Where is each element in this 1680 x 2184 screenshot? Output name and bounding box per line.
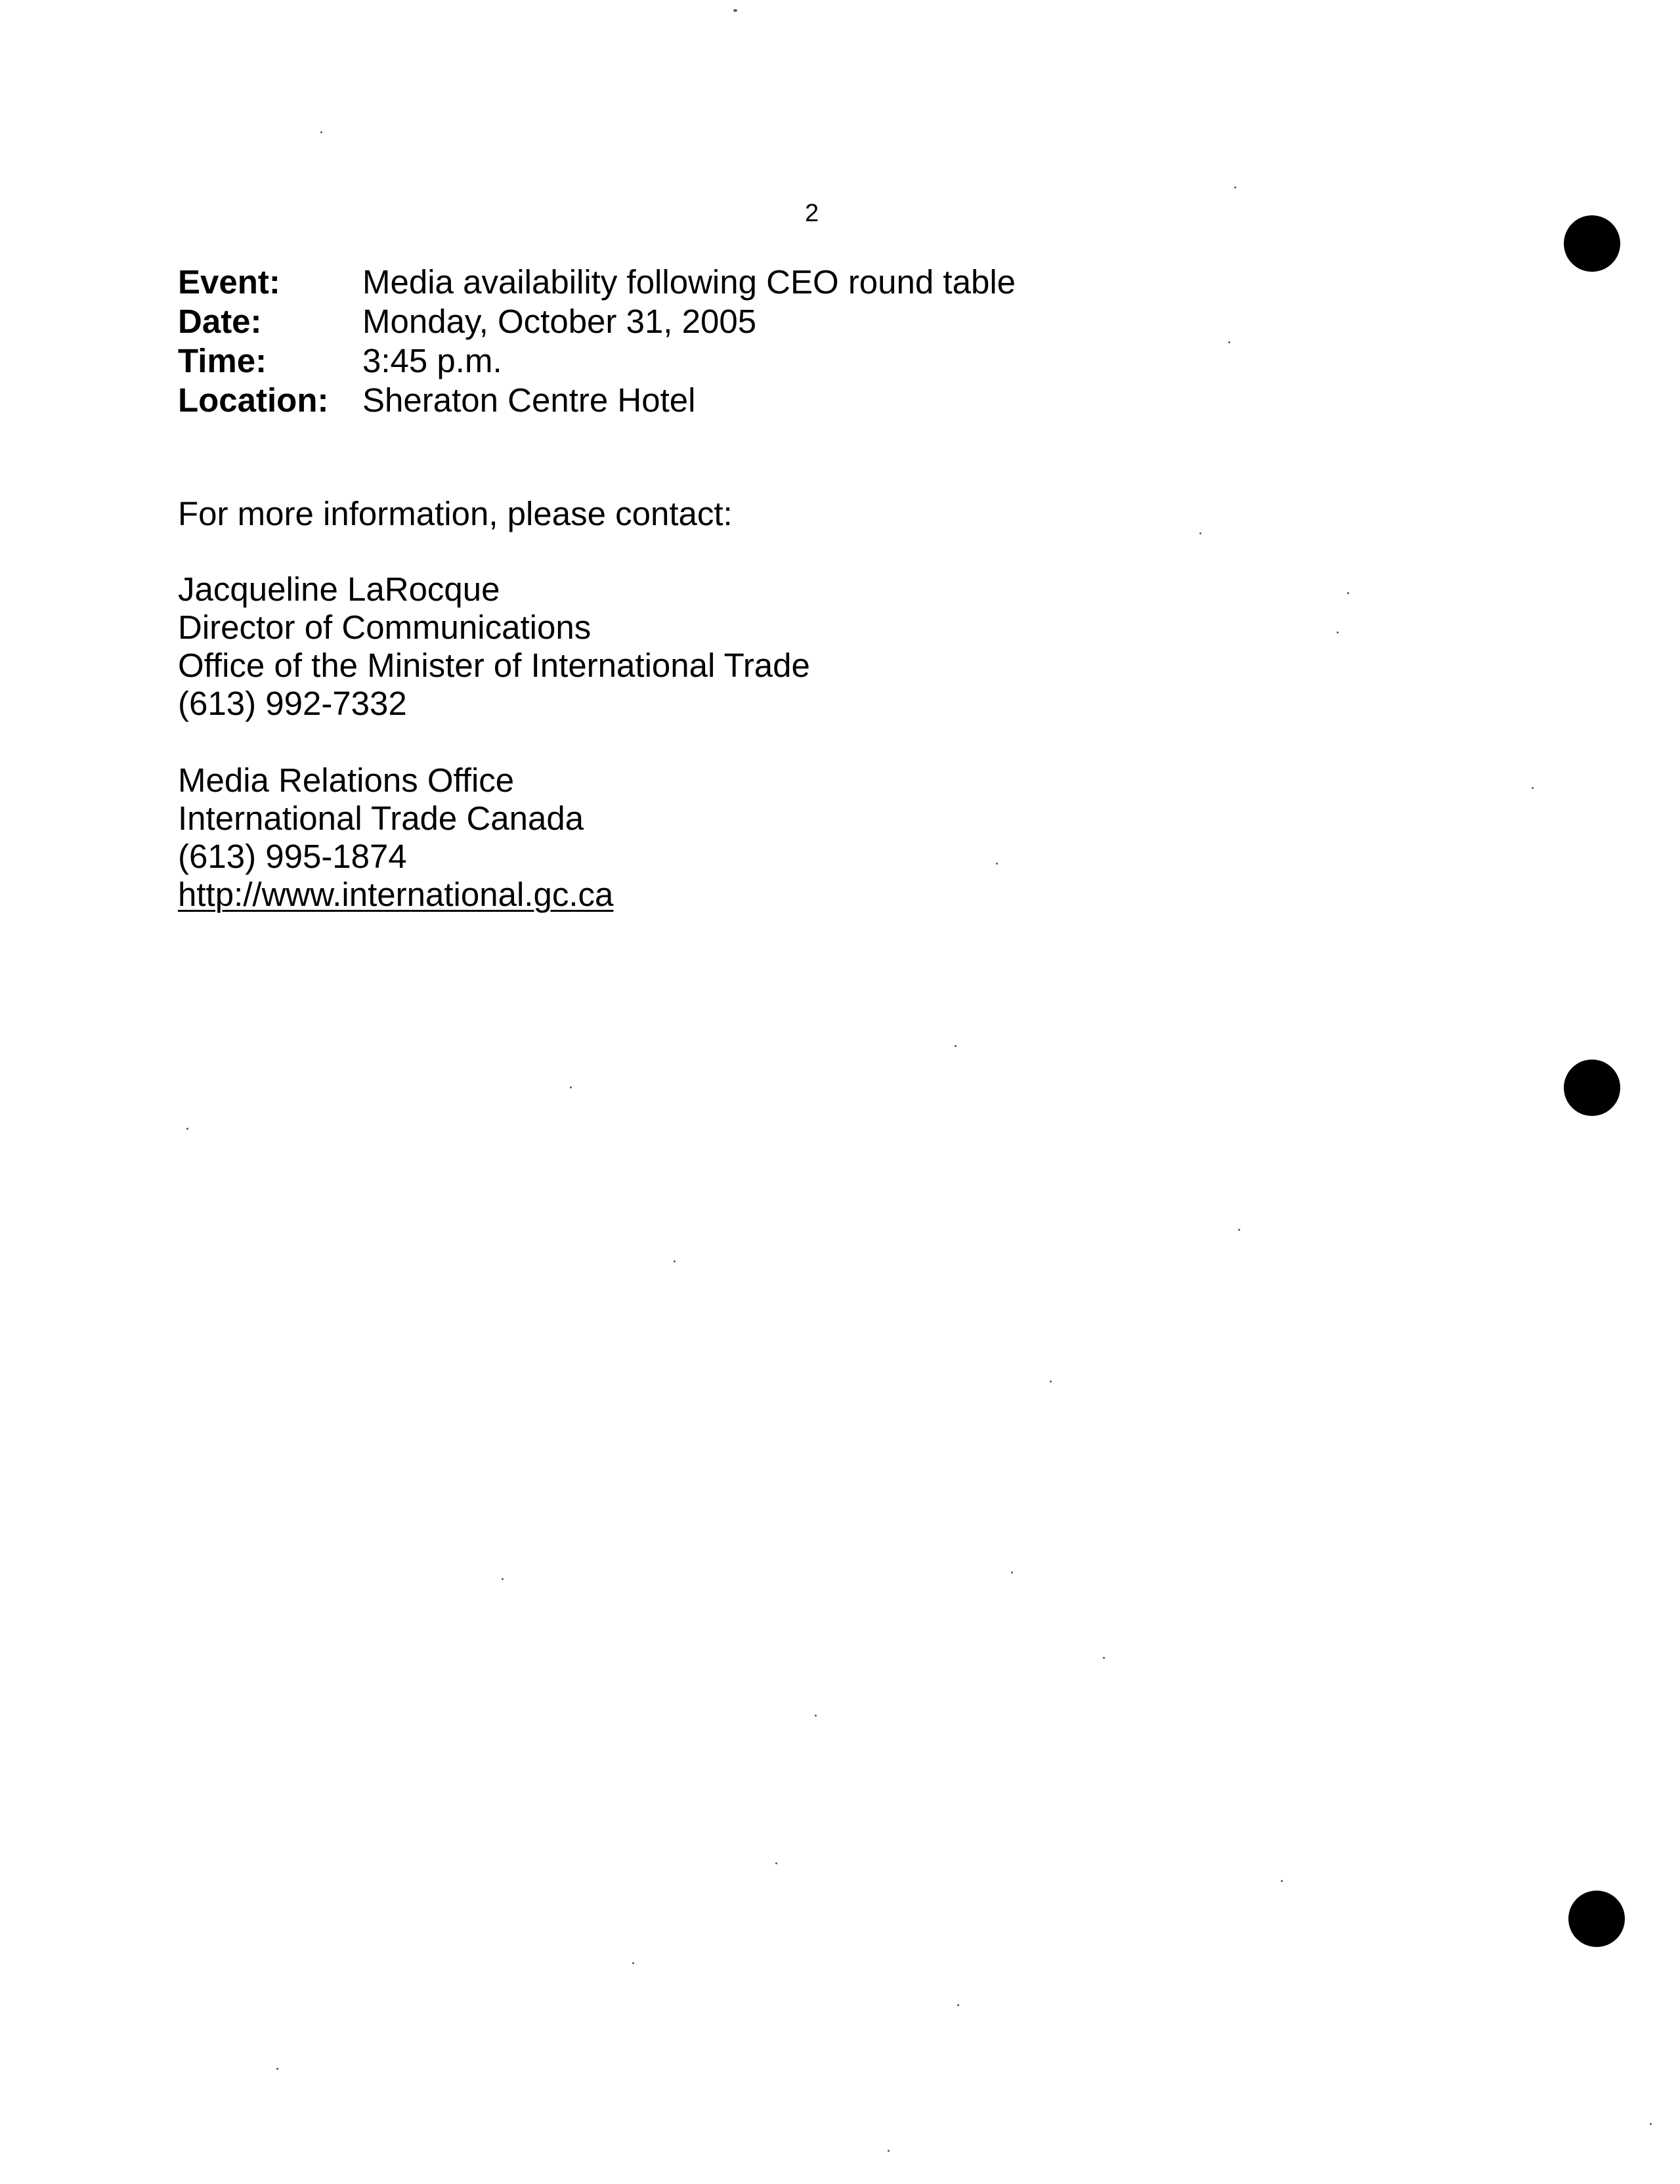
scan-speck — [1234, 186, 1236, 188]
binder-hole-top — [1564, 215, 1620, 272]
time-value: 3:45 p.m. — [362, 342, 502, 379]
scan-speck — [320, 131, 322, 133]
scan-speck — [674, 1260, 676, 1262]
page-number: 2 — [805, 200, 819, 227]
contact-block-media-relations — [178, 761, 613, 914]
date-value: Monday, October 31, 2005 — [362, 303, 757, 340]
scan-speck — [1103, 1657, 1105, 1659]
scan-speck — [1011, 1572, 1013, 1574]
scan-speck — [1532, 787, 1534, 789]
contact-name: Media Relations Office — [178, 761, 515, 799]
scan-speck — [888, 2150, 890, 2152]
contact-office: Office of the Minister of International Trade — [178, 647, 810, 684]
scan-speck — [1347, 592, 1349, 594]
scan-speck — [1050, 1381, 1052, 1382]
scan-speck — [1228, 341, 1230, 343]
time-label: Time: — [178, 342, 267, 379]
time-row — [178, 341, 1016, 381]
scan-speck — [1199, 532, 1201, 534]
scan-speck — [1337, 632, 1339, 633]
location-value: Sheraton Centre Hotel — [362, 381, 696, 419]
scan-speck — [775, 1862, 777, 1864]
location-label: Location: — [178, 381, 329, 419]
contact-title: Director of Communications — [178, 609, 592, 646]
scan-speck — [955, 1045, 957, 1047]
contact-block-larocque — [178, 570, 810, 723]
contact-phone: (613) 995-1874 — [178, 838, 407, 875]
scan-speck — [1281, 1880, 1283, 1882]
binder-hole-bottom — [1568, 1891, 1625, 1947]
scan-speck — [733, 9, 737, 12]
website-link[interactable]: http://www.international.gc.ca — [178, 876, 614, 913]
contact-organization: International Trade Canada — [178, 800, 584, 837]
scan-speck — [502, 1578, 504, 1580]
scan-speck — [1650, 2123, 1652, 2125]
contact-name: Jacqueline LaRocque — [178, 570, 500, 608]
binder-hole-middle — [1564, 1060, 1620, 1116]
contact-intro: For more information, please contact: — [178, 495, 733, 532]
date-row — [178, 302, 1016, 341]
date-label: Date: — [178, 303, 262, 340]
scan-speck — [570, 1086, 572, 1088]
scan-speck — [632, 1962, 634, 1964]
scan-speck — [957, 2004, 959, 2006]
scan-speck — [1238, 1229, 1240, 1231]
location-row — [178, 381, 1016, 420]
contact-phone: (613) 992-7332 — [178, 685, 407, 722]
event-row — [178, 263, 1016, 302]
scan-speck — [276, 2068, 278, 2070]
event-details — [178, 263, 1016, 420]
event-value: Media availability following CEO round table — [362, 263, 1016, 301]
event-label: Event: — [178, 263, 280, 301]
scan-speck — [815, 1715, 817, 1717]
scan-speck — [996, 863, 998, 865]
scan-speck — [186, 1128, 188, 1130]
